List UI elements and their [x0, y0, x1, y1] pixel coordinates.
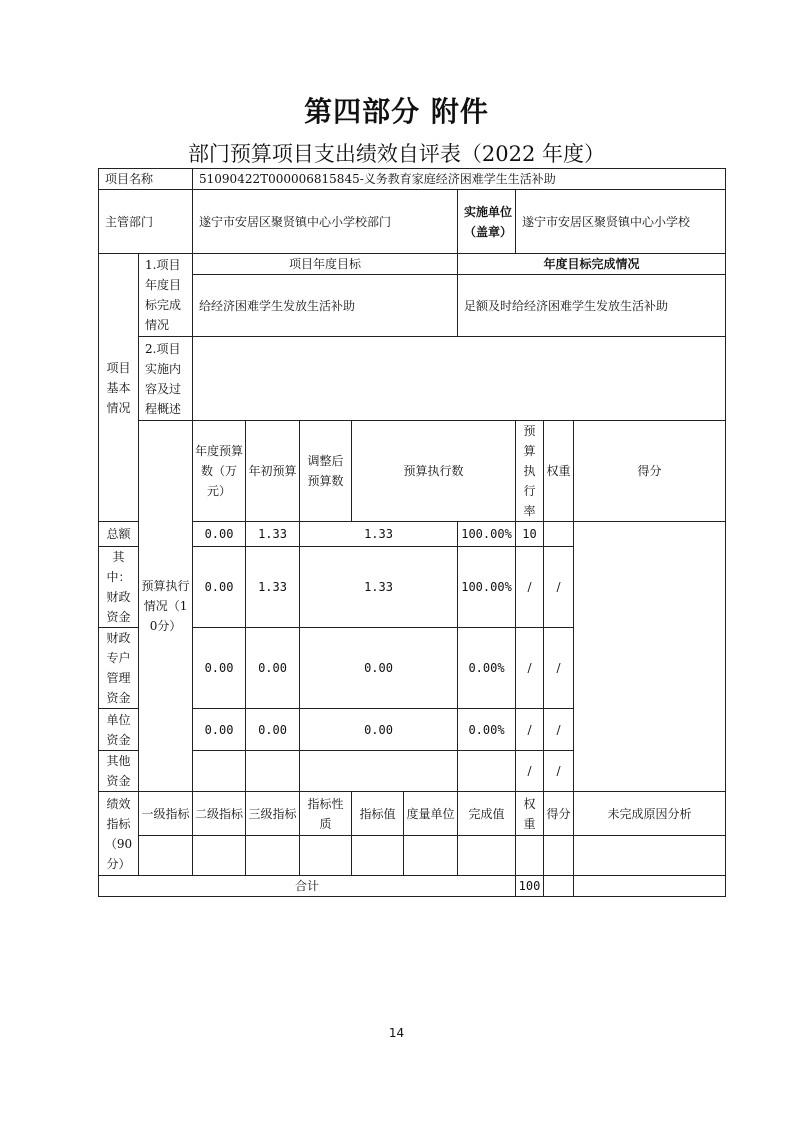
adjusted-value [246, 751, 300, 792]
performance-header-row [99, 792, 726, 836]
rate-value: 0.00% [458, 709, 516, 751]
level2-header: 二级指标 [193, 792, 246, 836]
budget-row-label: 单位资金 [99, 709, 139, 751]
budget-header-row [99, 421, 726, 522]
project-name-value: 51090422T000006815845-义务教育家庭经济困难学生生活补助 [193, 169, 726, 190]
initial-value: 0.00 [193, 522, 246, 547]
initial-value: 0.00 [193, 628, 246, 709]
empty-cell [404, 836, 458, 876]
score-value: / [544, 709, 574, 751]
implementing-unit-value: 遂宁市安居区聚贤镇中心小学校 [516, 190, 726, 254]
executed-value: 1.33 [300, 547, 458, 628]
form-subtitle: 部门预算项目支出绩效自评表（2022 年度） [187, 142, 606, 166]
executed-value: 0.00 [300, 709, 458, 751]
total-score [544, 876, 574, 897]
goal-header-row [99, 254, 726, 275]
total-label: 合计 [99, 876, 516, 897]
executed-value: 0.00 [300, 628, 458, 709]
indicator-value-header: 指标值 [352, 792, 404, 836]
score-value: / [544, 751, 574, 792]
goal-content-row [99, 275, 726, 337]
adjusted-value: 0.00 [246, 709, 300, 751]
score-header: 得分 [574, 421, 726, 522]
initial-budget-header: 年初预算 [246, 421, 300, 522]
weight-value: / [516, 628, 544, 709]
empty-cell [516, 836, 544, 876]
performance-section-label: 绩效指标（90分） [99, 792, 139, 876]
score-header: 得分 [544, 792, 574, 836]
executed-budget-header: 预算执行数 [352, 421, 516, 522]
unit-header: 度量单位 [404, 792, 458, 836]
rate-value [458, 751, 516, 792]
budget-row [99, 522, 726, 547]
completion-header: 年度目标完成情况 [458, 254, 726, 275]
level1-header: 一级指标 [139, 792, 193, 836]
implementation-row [99, 337, 726, 421]
score-value [544, 522, 574, 547]
completion-text: 足额及时给经济困难学生发放生活补助 [458, 275, 726, 337]
score-value: / [544, 547, 574, 628]
annual-budget-header: 年度预算数（万元） [193, 421, 246, 522]
weight-header: 权重 [544, 421, 574, 522]
rate-value: 0.00% [458, 628, 516, 709]
empty-cell [574, 836, 726, 876]
goal-header: 项目年度目标 [193, 254, 458, 275]
performance-self-evaluation-table [98, 168, 726, 897]
incomplete-reason-header: 未完成原因分析 [574, 792, 726, 836]
actual-value-header: 完成值 [458, 792, 516, 836]
budget-row-label: 其他资金 [99, 751, 139, 792]
initial-value [193, 751, 246, 792]
project-name-row [99, 169, 726, 190]
rate-value: 100.00% [458, 547, 516, 628]
goal-text: 给经济困难学生发放生活补助 [193, 275, 458, 337]
executed-value [300, 751, 458, 792]
department-value: 遂宁市安居区聚贤镇中心小学校部门 [193, 190, 458, 254]
implementing-unit-label: 实施单位（盖章） [458, 190, 516, 254]
implementation-text [193, 337, 726, 421]
budget-row-label: 其中：财政资金 [99, 547, 139, 628]
reason-value [574, 522, 726, 792]
execution-rate-header: 预算执行率 [516, 421, 544, 522]
adjusted-value: 0.00 [246, 628, 300, 709]
empty-cell [458, 836, 516, 876]
weight-value: / [516, 547, 544, 628]
page-number: 14 [388, 1026, 405, 1040]
empty-cell [544, 836, 574, 876]
initial-value: 0.00 [193, 709, 246, 751]
rate-value: 100.00% [458, 522, 516, 547]
weight-value: / [516, 709, 544, 751]
executed-value: 1.33 [300, 522, 458, 547]
initial-value: 0.00 [193, 547, 246, 628]
score-value: / [544, 628, 574, 709]
total-weight: 100 [516, 876, 544, 897]
project-name-label: 项目名称 [99, 169, 193, 190]
budget-row-label: 总额 [99, 522, 139, 547]
adjusted-value: 1.33 [246, 547, 300, 628]
adjusted-budget-header: 调整后预算数 [300, 421, 352, 522]
empty-cell [193, 836, 246, 876]
page-title: 第四部分 附件 [304, 95, 489, 128]
goal-label: 1.项目年度目标完成情况 [139, 254, 193, 337]
weight-value: 10 [516, 522, 544, 547]
empty-cell [246, 836, 300, 876]
basic-info-section-label: 项目基本情况 [99, 254, 139, 522]
weight-value: / [516, 751, 544, 792]
budget-section-label: 预算执行情况（10分） [139, 421, 193, 792]
budget-row-label: 财政专户管理资金 [99, 628, 139, 709]
nature-header: 指标性质 [300, 792, 352, 836]
implementation-label: 2.项目实施内容及过程概述 [139, 337, 193, 421]
performance-empty-row [99, 836, 726, 876]
weight-header: 权重 [516, 792, 544, 836]
empty-cell [300, 836, 352, 876]
department-row [99, 190, 726, 254]
total-row [99, 876, 726, 897]
empty-cell [574, 876, 726, 897]
empty-cell [352, 836, 404, 876]
level3-header: 三级指标 [246, 792, 300, 836]
empty-cell [139, 836, 193, 876]
adjusted-value: 1.33 [246, 522, 300, 547]
department-label: 主管部门 [99, 190, 193, 254]
